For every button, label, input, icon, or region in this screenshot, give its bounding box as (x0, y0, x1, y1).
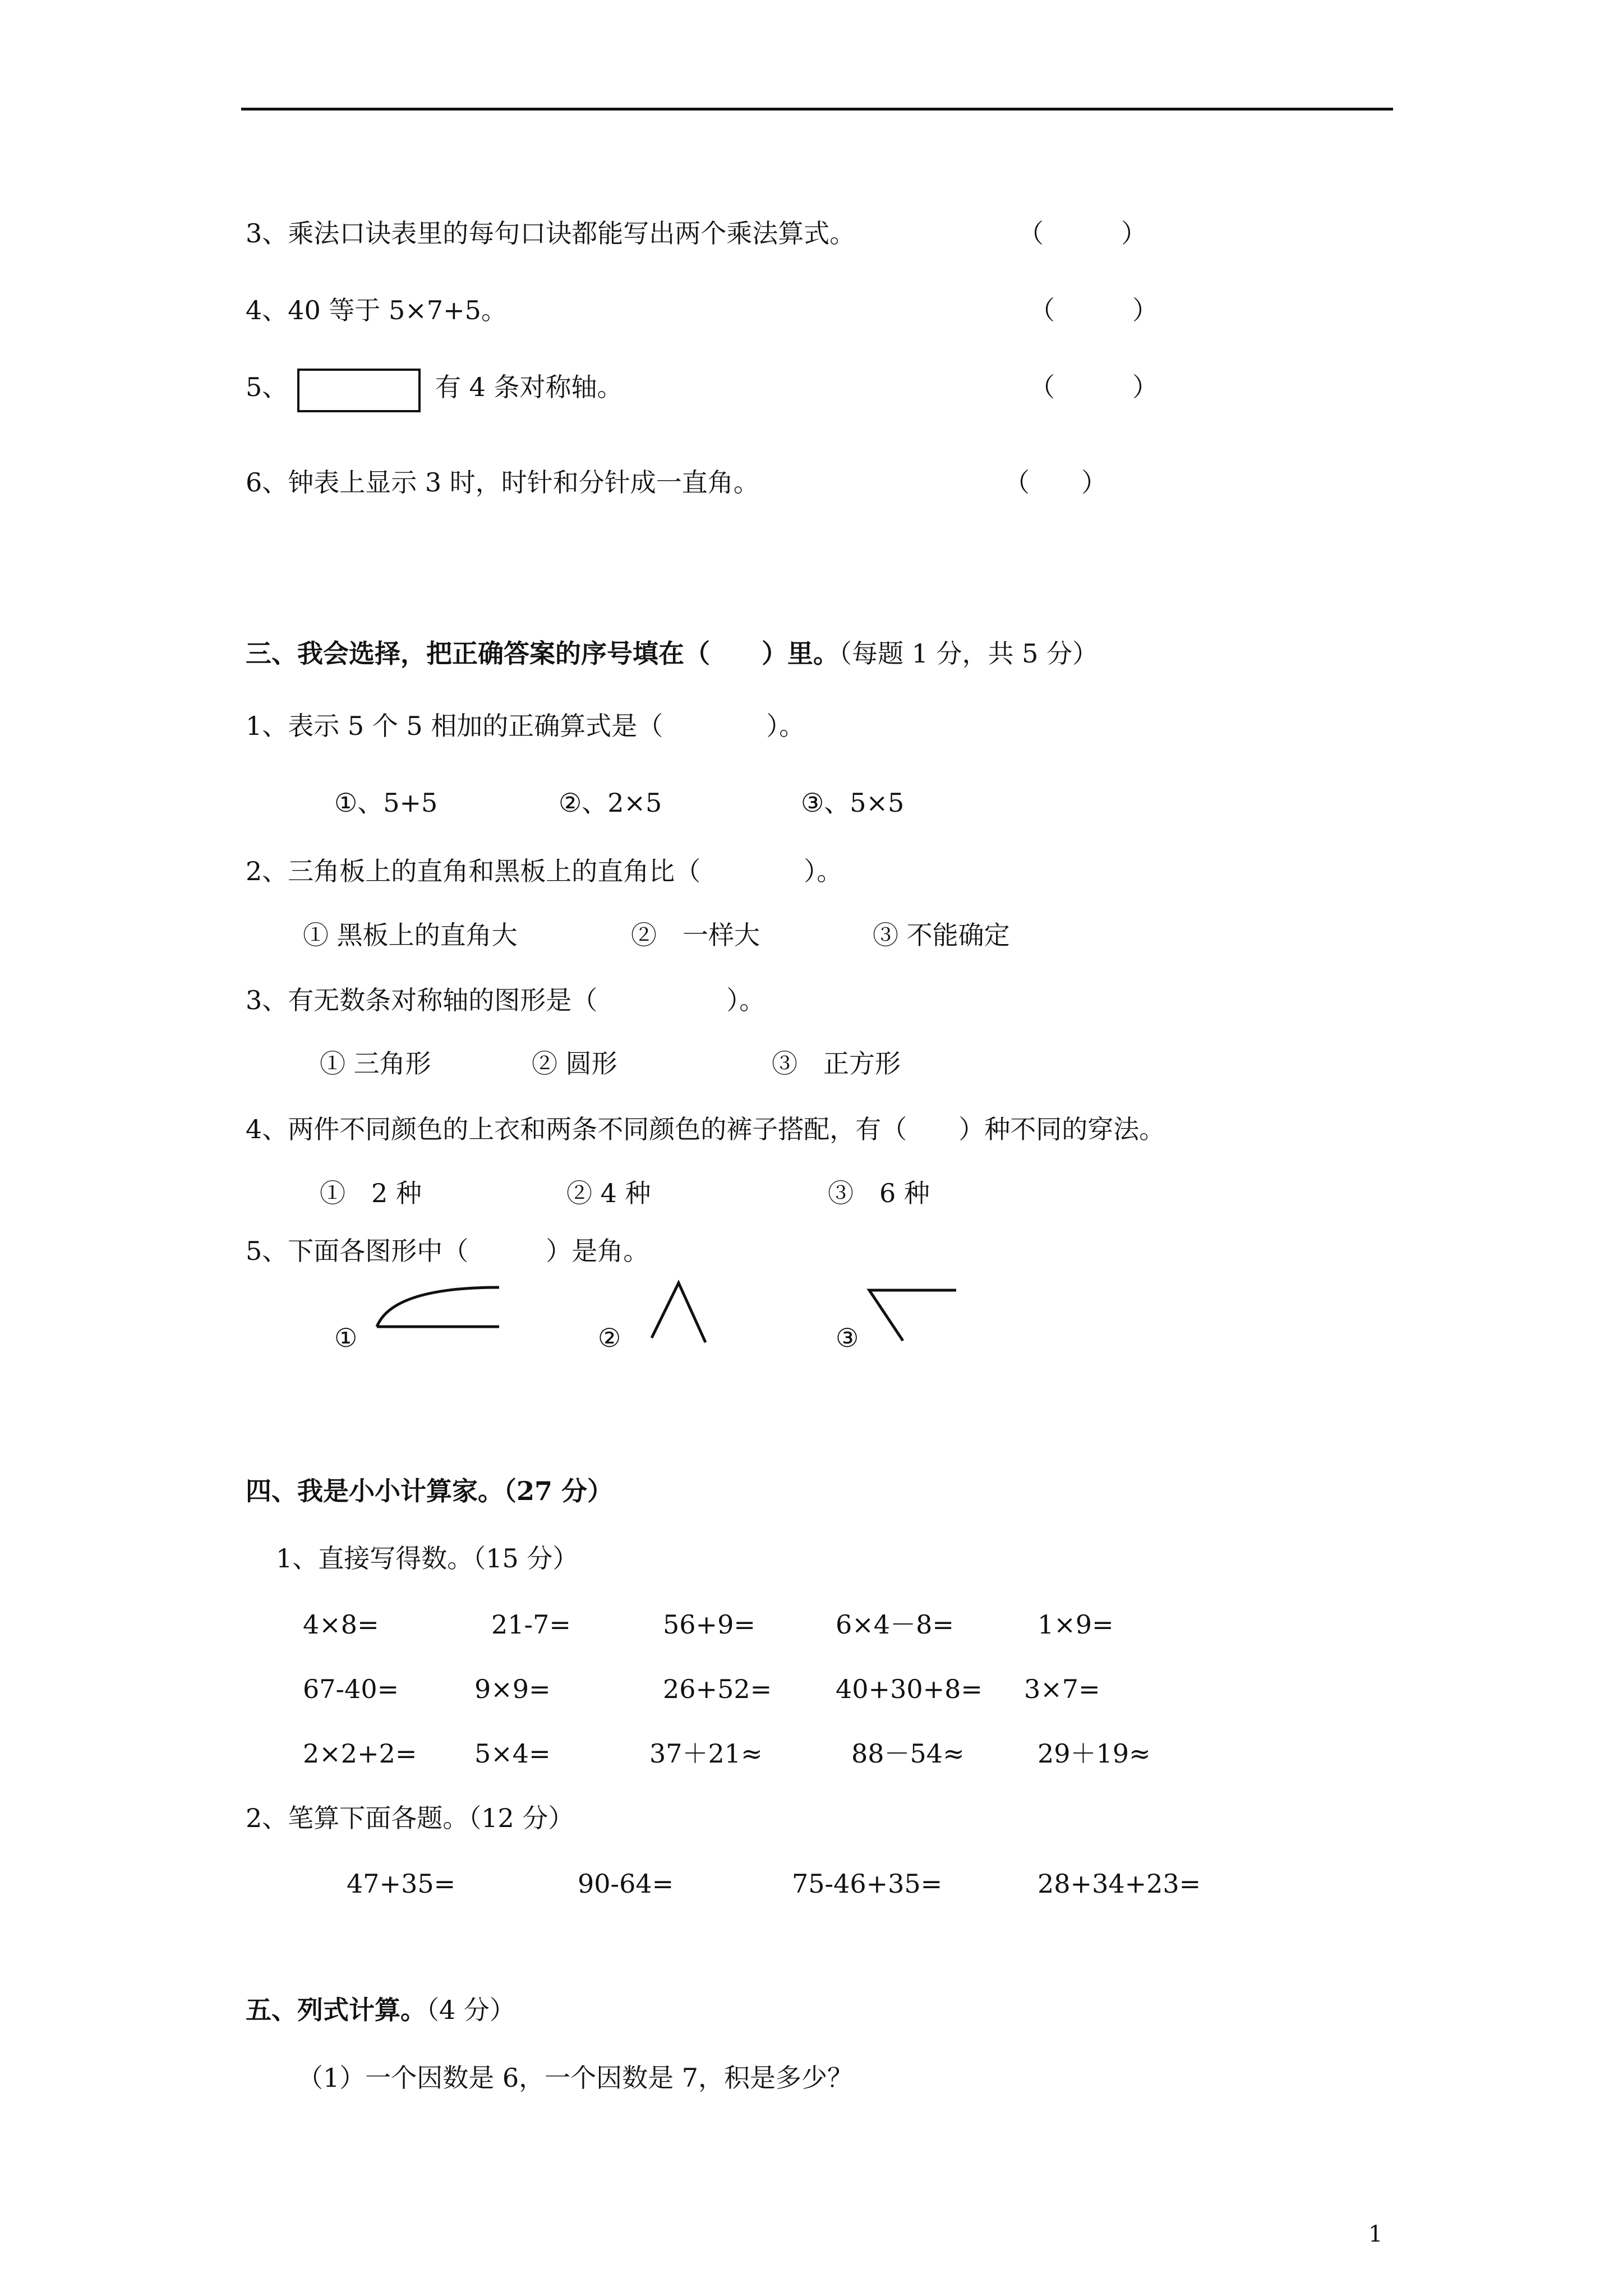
s3-q1-option-1[interactable]: ①、5+5 (334, 788, 438, 818)
judge-q6-text: 6、钟表上显示 3 时，时针和分针成一直角。 (246, 467, 759, 498)
written-calc-3: 75-46+35= (792, 1869, 943, 1899)
section3-score: （每题 1 分，共 5 分） (839, 638, 1099, 669)
written-calc-2: 90-64= (578, 1869, 674, 1899)
calc-r3-c4: 88－54≈ (851, 1738, 965, 1769)
s4-sub1: 1、直接写得数。（15 分） (276, 1543, 579, 1573)
s3-q3-option-1[interactable]: ① 三角形 (320, 1048, 431, 1079)
s3-q1-option-2[interactable]: ②、2×5 (559, 788, 662, 818)
s3-q2-text: 2、三角板上的直角和黑板上的直角比（ ）。 (246, 856, 843, 886)
page-number: 1 (1368, 2221, 1383, 2247)
section3-title: 三、我会选择，把正确答案的序号填在（ ）里。 (246, 638, 839, 669)
judge-q5-blank[interactable]: （ ） (1029, 372, 1158, 402)
s3-q2-option-3[interactable]: ③ 不能确定 (873, 920, 1010, 950)
judge-q4-text: 4、40 等于 5×7+5。 (246, 295, 507, 325)
s3-q1-option-3[interactable]: ③、5×5 (801, 788, 905, 818)
rectangle-figure (297, 369, 421, 412)
s4-sub2: 2、笔算下面各题。（12 分） (246, 1803, 574, 1833)
calc-r3-c3: 37＋21≈ (649, 1738, 763, 1769)
s3-q1-text: 1、表示 5 个 5 相加的正确算式是（ ）。 (246, 711, 805, 741)
s3-q3-option-3[interactable]: ③ 正方形 (772, 1048, 901, 1079)
section3-heading (246, 637, 1098, 670)
s3-q5-label-1[interactable]: ① (334, 1323, 358, 1353)
s3-q5-label-3[interactable]: ③ (836, 1323, 859, 1353)
s3-q5-text: 5、下面各图形中（ ）是角。 (246, 1236, 649, 1266)
written-calc-4: 28+34+23= (1038, 1869, 1201, 1899)
judge-q4-blank[interactable]: （ ） (1029, 295, 1158, 325)
s3-q3-text: 3、有无数条对称轴的图形是（ ）。 (246, 985, 766, 1015)
calc-r2-c2: 9×9= (474, 1674, 551, 1704)
s3-q4-option-2[interactable]: ② 4 种 (566, 1178, 651, 1208)
s3-q2-option-2[interactable]: ② 一样大 (631, 920, 760, 950)
calc-r1-c2: 21-7= (491, 1609, 571, 1640)
section5-title: 五、列式计算。 (246, 1995, 426, 2025)
judge-q6-blank[interactable]: （ ） (1004, 467, 1107, 498)
header-rule (241, 108, 1393, 111)
calc-r2-c4: 40+30+8= (836, 1674, 983, 1704)
open-angle-figure (645, 1271, 723, 1349)
s5-q1-text: （1）一个因数是 6，一个因数是 7，积是多少？ (297, 2063, 854, 2093)
calc-r2-c1: 67-40= (303, 1674, 399, 1704)
judge-q3-blank[interactable]: （ ） (1018, 218, 1147, 249)
judge-q5-text: 有 4 条对称轴。 (435, 372, 623, 402)
calc-r3-c2: 5×4= (474, 1738, 551, 1769)
calc-r1-c5: 1×9= (1038, 1609, 1114, 1640)
calc-r1-c3: 56+9= (663, 1609, 755, 1640)
angle-figure (864, 1285, 965, 1352)
curve-shape-figure (370, 1276, 505, 1338)
section5-heading (246, 1993, 515, 2027)
s3-q3-option-2[interactable]: ② 圆形 (532, 1048, 617, 1079)
s3-q4-option-3[interactable]: ③ 6 种 (828, 1178, 930, 1208)
s3-q4-text: 4、两件不同颜色的上衣和两条不同颜色的裤子搭配，有（ ）种不同的穿法。 (246, 1114, 1165, 1144)
calc-r1-c4: 6×4－8= (836, 1609, 954, 1640)
calc-r2-c3: 26+52= (663, 1674, 772, 1704)
calc-r3-c1: 2×2+2= (303, 1738, 417, 1769)
s3-q5-label-2[interactable]: ② (598, 1323, 621, 1353)
judge-q3-text: 3、乘法口诀表里的每句口诀都能写出两个乘法算式。 (246, 218, 856, 249)
section4-title: 四、我是小小计算家。（27 分） (246, 1476, 614, 1506)
calc-r3-c5: 29＋19≈ (1038, 1738, 1151, 1769)
s3-q2-option-1[interactable]: ① 黑板上的直角大 (303, 920, 518, 950)
calc-r2-c5: 3×7= (1024, 1674, 1100, 1704)
written-calc-1: 47+35= (347, 1869, 456, 1899)
s3-q4-option-1[interactable]: ① 2 种 (320, 1178, 422, 1208)
judge-q5-num: 5、 (246, 372, 288, 402)
section5-score: （4 分） (426, 1995, 515, 2025)
calc-r1-c1: 4×8= (303, 1609, 379, 1640)
